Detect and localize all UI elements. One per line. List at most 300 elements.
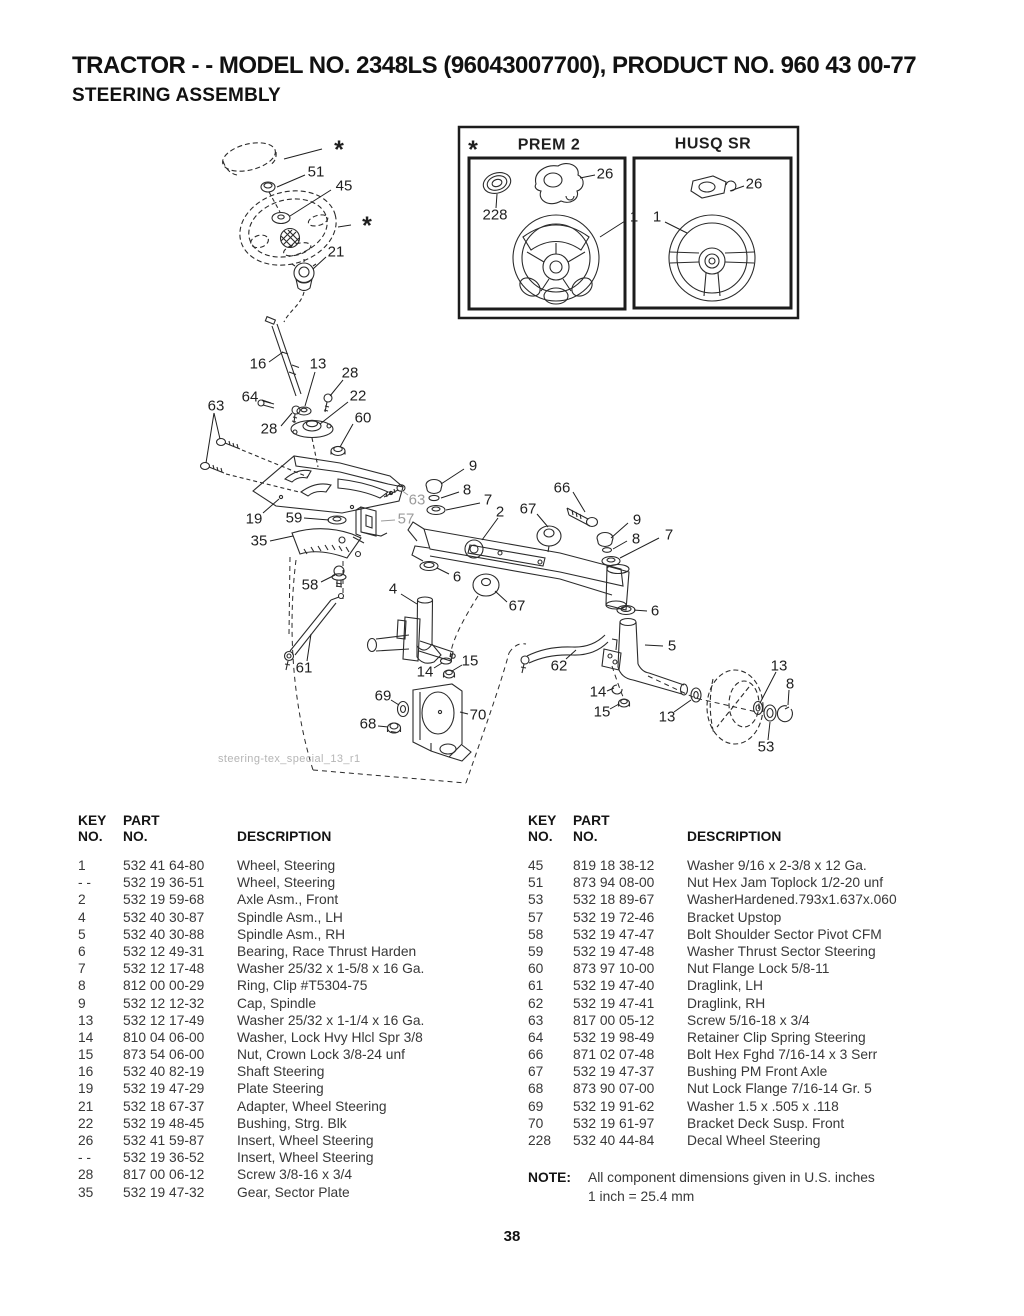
- table-row: [78, 995, 508, 1012]
- parts-table-right: [528, 813, 958, 1149]
- cell-part: 873 94 08-00: [573, 875, 655, 891]
- cell-key: 60: [528, 961, 544, 977]
- callout-7: 7: [664, 526, 674, 544]
- table-row: [528, 909, 958, 926]
- cell-part: 817 00 06-12: [123, 1167, 205, 1183]
- cell-desc: Bracket Deck Susp. Front: [687, 1115, 845, 1131]
- cell-key: 6: [78, 943, 86, 959]
- note-line-1: All component dimensions given in U.S. inches: [588, 1170, 875, 1185]
- cell-part: 532 18 67-37: [123, 1098, 205, 1114]
- table-row: [528, 874, 958, 891]
- diagram-watermark: steering-tex_special_13_r1: [218, 753, 361, 765]
- cell-desc: Draglink, RH: [687, 995, 766, 1011]
- callout-26: 26: [596, 165, 614, 183]
- cell-desc: Nut Flange Lock 5/8-11: [687, 961, 830, 977]
- leader-line: [320, 402, 348, 424]
- cell-key: 68: [528, 1081, 544, 1097]
- leader-line: [206, 413, 214, 463]
- cell-desc: Screw 3/8-16 x 3/4: [237, 1167, 353, 1183]
- leader-line: [270, 536, 293, 541]
- sector-gear-35-part: [292, 529, 364, 558]
- callout-45: 45: [335, 177, 353, 195]
- leader-line: [434, 663, 442, 668]
- cell-key: 62: [528, 995, 544, 1011]
- table-row: [78, 1080, 508, 1097]
- steering-wheel-part: [231, 180, 345, 276]
- cell-key: 4: [78, 909, 86, 925]
- cap9-ring8-washer7-left: [426, 480, 445, 515]
- leader-line: [214, 413, 220, 439]
- callout-69: 69: [374, 687, 392, 705]
- cell-key: 57: [528, 909, 544, 925]
- table-row: [528, 891, 958, 908]
- cell-desc: Adapter, Wheel Steering: [237, 1098, 387, 1114]
- cell-desc: Axle Asm., Front: [237, 892, 339, 908]
- bolt-66-part: [567, 508, 598, 527]
- note-label: NOTE:: [528, 1170, 571, 1185]
- callout-28: 28: [260, 420, 278, 438]
- bolt-58-part: [332, 566, 346, 587]
- leader-line: [573, 492, 585, 512]
- shaft-16-part: [265, 317, 301, 396]
- col-key-no: NO.: [528, 829, 553, 844]
- leader-line: [269, 352, 283, 362]
- callout-70: 70: [469, 706, 487, 724]
- bushing-67-part: [537, 526, 561, 552]
- cell-desc: Cap, Spindle: [237, 995, 317, 1011]
- callout-15: 15: [461, 652, 479, 670]
- cell-part: 819 18 38-12: [573, 858, 655, 873]
- note-line-2: 1 inch = 25.4 mm: [588, 1189, 695, 1204]
- table-row: [528, 1029, 958, 1046]
- decal-228-drawing: [481, 169, 514, 197]
- callout-16: 16: [249, 355, 267, 373]
- cell-part: 532 40 82-19: [123, 1064, 205, 1080]
- cell-desc: Washer Thrust Sector Steering: [687, 943, 876, 959]
- inset-asterisk: *: [468, 136, 478, 164]
- leader-line: [330, 380, 343, 396]
- page-subtitle: STEERING ASSEMBLY: [72, 85, 281, 106]
- cell-key: 15: [78, 1047, 94, 1063]
- cell-part: 532 19 91-62: [573, 1098, 655, 1114]
- cell-key: 63: [528, 1012, 544, 1028]
- cell-desc: Plate Steering: [237, 1081, 324, 1097]
- cell-part: 532 19 47-29: [123, 1081, 205, 1097]
- table-row: [528, 1063, 958, 1080]
- leader-line: [600, 221, 625, 237]
- table-row: [78, 891, 508, 908]
- callout-61: 61: [295, 659, 313, 677]
- pinion-unit-part: [368, 617, 456, 661]
- col-description: DESCRIPTION: [687, 829, 782, 844]
- cell-part: 532 19 72-46: [573, 909, 655, 925]
- cell-desc: Washer 25/32 x 1-5/8 x 16 Ga.: [237, 961, 425, 977]
- callout-60: 60: [354, 409, 372, 427]
- leader-line: [645, 645, 663, 646]
- cell-key: 1: [78, 858, 86, 873]
- cell-part: 532 19 36-52: [123, 1150, 205, 1166]
- table-row: [528, 1046, 958, 1063]
- cell-part: 532 40 30-88: [123, 926, 205, 942]
- leader-line: [768, 722, 770, 740]
- axis-dash-1: [269, 192, 280, 212]
- washer-45-part: [272, 213, 290, 224]
- page-title: TRACTOR - - MODEL NO. 2348LS (96043007700), PRODUCT NO. 960 43 00-77: [72, 52, 917, 79]
- washer14-nut15-left: [441, 658, 455, 678]
- parts-table-left: [78, 813, 508, 1201]
- table-row: [78, 926, 508, 943]
- cell-part: 532 19 47-48: [573, 943, 655, 959]
- cell-desc: Spindle Asm., LH: [237, 909, 343, 925]
- cell-part: 532 19 98-49: [573, 1029, 655, 1045]
- prem2-wheel-drawing: [513, 215, 599, 304]
- washer-13-axle: [691, 688, 701, 702]
- cell-key: 19: [78, 1081, 94, 1097]
- leader-line: [441, 492, 459, 498]
- cell-part: 532 19 47-47: [573, 926, 655, 942]
- cell-part: 532 40 30-87: [123, 909, 205, 925]
- callout-4: 4: [388, 580, 398, 598]
- callout-14: 14: [589, 683, 607, 701]
- leader-line: [613, 541, 627, 549]
- table-row: [528, 960, 958, 977]
- callout-14: 14: [416, 663, 434, 681]
- cell-key: 2: [78, 892, 86, 908]
- cell-key: 70: [528, 1115, 544, 1131]
- leader-line: [437, 568, 449, 574]
- cell-desc: WasherHardened.793x1.637x.060: [687, 892, 897, 908]
- callout-*: *: [362, 212, 372, 240]
- cell-part: 817 00 05-12: [573, 1012, 655, 1028]
- leader-line: [284, 149, 322, 159]
- inset-box: [459, 127, 798, 318]
- cell-key: - -: [78, 1150, 92, 1166]
- cell-key: 35: [78, 1184, 94, 1200]
- callout-19: 19: [245, 510, 263, 528]
- leader-line: [760, 672, 776, 703]
- table-row: [78, 1012, 508, 1029]
- washer-59-part: [328, 516, 346, 524]
- cell-part: 532 12 49-31: [123, 943, 205, 959]
- callout-63: 63: [207, 397, 225, 415]
- cell-desc: Ring, Clip #T5304-75: [237, 978, 368, 994]
- cell-desc: Bearing, Race Thrust Harden: [237, 943, 417, 959]
- callout-53: 53: [757, 738, 775, 756]
- cell-key: 58: [528, 926, 544, 942]
- callout-15: 15: [593, 703, 611, 721]
- cell-desc: Bushing PM Front Axle: [687, 1064, 828, 1080]
- part-shapes: [201, 127, 799, 783]
- clip14-nut15-right: [612, 685, 629, 707]
- page-number: 38: [503, 1228, 521, 1245]
- table-row: [78, 1098, 508, 1115]
- table-row: [78, 1149, 508, 1166]
- table-row: [78, 874, 508, 891]
- leader-line: [277, 175, 305, 187]
- callout-5: 5: [667, 637, 677, 655]
- callout-26: 26: [745, 175, 763, 193]
- cell-part: 532 19 47-32: [123, 1184, 205, 1200]
- cell-desc: Insert, Wheel Steering: [237, 1133, 374, 1148]
- leader-line: [338, 225, 351, 227]
- callout-8: 8: [462, 481, 472, 499]
- cell-part: 532 12 17-49: [123, 1012, 205, 1028]
- callout-6: 6: [452, 568, 462, 586]
- cell-desc: Spindle Asm., RH: [237, 926, 346, 942]
- cell-desc: Bolt Shoulder Sector Pivot CFM: [687, 926, 882, 942]
- callout-51: 51: [307, 163, 325, 181]
- table-row: [528, 1115, 958, 1132]
- adapter-21-part: [292, 259, 316, 291]
- cell-part: 873 54 06-00: [123, 1047, 205, 1063]
- note-text: [588, 1168, 875, 1206]
- cell-desc: Screw 5/16-18 x 3/4: [687, 1012, 810, 1028]
- cell-desc: Insert, Wheel Steering: [237, 1150, 374, 1166]
- axis-dash-2: [284, 292, 304, 322]
- leader-line: [634, 610, 647, 611]
- callout-13: 13: [770, 657, 788, 675]
- cell-part: 532 19 48-45: [123, 1115, 205, 1131]
- cell-part: 532 18 89-67: [573, 892, 655, 908]
- table-row: [528, 857, 958, 874]
- leader-line: [580, 175, 595, 178]
- table-row: [78, 1063, 508, 1080]
- leader-line: [381, 520, 395, 521]
- insert-26-left-drawing: [535, 164, 583, 204]
- callout-9: 9: [632, 511, 642, 529]
- leader-line: [441, 469, 464, 484]
- table-row: [78, 960, 508, 977]
- leader-line: [665, 222, 687, 233]
- cell-desc: Bolt Hex Fghd 7/16-14 x 3 Serr: [687, 1047, 878, 1063]
- leader-line: [391, 700, 399, 705]
- callout-58: 58: [301, 576, 319, 594]
- cell-part: 532 19 47-37: [573, 1064, 655, 1080]
- cell-key: 66: [528, 1047, 544, 1063]
- leader-line: [674, 700, 691, 712]
- table-row: [78, 1166, 508, 1183]
- inset-title-husqsr: HUSQ SR: [674, 135, 752, 153]
- bushing-67-front-axle: [473, 574, 499, 596]
- table-row: [78, 1184, 508, 1201]
- cell-desc: Washer, Lock Hvy Hlcl Spr 3/8: [237, 1029, 423, 1045]
- bearing-6-left: [420, 562, 438, 571]
- callout-66: 66: [553, 479, 571, 497]
- bracket-70-part: [413, 684, 471, 761]
- callout-68: 68: [359, 715, 377, 733]
- callout-7: 7: [483, 491, 493, 509]
- callout-22: 22: [349, 387, 367, 405]
- note-block: [528, 1168, 968, 1206]
- leader-line: [537, 514, 548, 527]
- parts-rows-left: [78, 857, 508, 1201]
- cell-key: 8: [78, 978, 86, 994]
- cell-part: 532 19 59-68: [123, 892, 205, 908]
- leader-line: [611, 523, 628, 538]
- cell-key: 16: [78, 1064, 94, 1080]
- callout-228: 228: [482, 206, 508, 224]
- cell-desc: Nut, Crown Lock 3/8-24 unf: [237, 1047, 405, 1063]
- table-row: [528, 995, 958, 1012]
- cell-part: 532 19 47-40: [573, 978, 655, 994]
- cell-desc: Bracket Upstop: [687, 909, 782, 925]
- callout-57: 57: [397, 510, 415, 528]
- cell-part: 532 19 47-41: [573, 995, 655, 1011]
- screws-63-parts: [201, 439, 309, 493]
- cell-key: 14: [78, 1029, 94, 1045]
- cell-part: 532 41 64-80: [123, 858, 205, 873]
- leader-line: [482, 518, 498, 540]
- nut-68-part: [388, 723, 401, 733]
- cell-desc: Retainer Clip Spring Steering: [687, 1029, 866, 1045]
- plate-19-part: [253, 456, 403, 513]
- cell-desc: Gear, Sector Plate: [237, 1184, 350, 1200]
- cell-desc: Washer 25/32 x 1-1/4 x 16 Ga.: [237, 1012, 425, 1028]
- spindle-4-part: [417, 597, 441, 663]
- callout-9: 9: [468, 457, 478, 475]
- callout-67: 67: [508, 597, 526, 615]
- cap-part: [220, 138, 279, 176]
- leader-line: [452, 665, 462, 671]
- table-row: [528, 977, 958, 994]
- cell-key: 45: [528, 858, 544, 873]
- cell-desc: Nut Hex Jam Toplock 1/2-20 unf: [687, 875, 884, 891]
- callout-63: 63: [408, 491, 426, 509]
- cell-key: 26: [78, 1133, 94, 1148]
- cell-part: 532 12 12-32: [123, 995, 205, 1011]
- inset-title-prem2: PREM 2: [517, 136, 581, 154]
- table-row: [528, 943, 958, 960]
- table-header: [528, 813, 958, 845]
- cell-key: 59: [528, 943, 544, 959]
- cell-part: 532 19 61-97: [573, 1115, 655, 1131]
- draglink-61-part: [285, 594, 344, 671]
- cell-key: 69: [528, 1098, 544, 1114]
- col-key: KEY: [528, 813, 557, 828]
- cell-key: 21: [78, 1098, 94, 1114]
- callout-21: 21: [327, 243, 345, 261]
- leader-line: [378, 726, 388, 727]
- callout-13: 13: [309, 355, 327, 373]
- cell-key: 53: [528, 892, 544, 908]
- cell-desc: Wheel, Steering: [237, 875, 336, 891]
- table-row: [78, 1046, 508, 1063]
- col-part-no: NO.: [123, 829, 148, 844]
- leader-line: [304, 518, 329, 520]
- leader-line: [460, 712, 468, 714]
- table-row: [528, 1132, 958, 1149]
- table-row: [78, 1029, 508, 1046]
- cell-part: 810 04 06-00: [123, 1029, 205, 1045]
- washer-69-part: [398, 702, 409, 717]
- cell-part: 532 12 17-48: [123, 961, 205, 977]
- callout-13: 13: [658, 708, 676, 726]
- leader-line: [313, 257, 326, 269]
- cell-part: 812 00 00-29: [123, 978, 205, 994]
- cell-key: 7: [78, 961, 86, 977]
- cell-key: 67: [528, 1064, 544, 1080]
- cell-key: 13: [78, 1012, 94, 1028]
- table-row: [78, 1115, 508, 1132]
- cell-desc: Decal Wheel Steering: [687, 1133, 821, 1148]
- col-part: PART: [573, 813, 610, 828]
- cell-key: 5: [78, 926, 86, 942]
- cell-key: 228: [528, 1133, 552, 1148]
- cell-key: 28: [78, 1167, 94, 1183]
- cell-key: 64: [528, 1029, 544, 1045]
- leader-line: [610, 704, 619, 709]
- insert-26-right-drawing: [691, 176, 736, 198]
- cell-part: 532 19 36-51: [123, 875, 205, 891]
- callout-6: 6: [650, 602, 660, 620]
- table-row: [78, 1132, 508, 1149]
- cell-desc: Washer 9/16 x 2-3/8 x 12 Ga.: [687, 858, 867, 873]
- callout-1: 1: [652, 208, 662, 226]
- callout-8: 8: [785, 675, 795, 693]
- cell-desc: Nut Lock Flange 7/16-14 Gr. 5: [687, 1081, 872, 1097]
- cell-part: 873 90 07-00: [573, 1081, 655, 1097]
- col-part: PART: [123, 813, 160, 828]
- cell-key: 9: [78, 995, 86, 1011]
- callout-62: 62: [550, 657, 568, 675]
- cell-part: 532 40 44-84: [573, 1133, 655, 1148]
- col-part-no: NO.: [573, 829, 598, 844]
- col-description: DESCRIPTION: [237, 829, 332, 844]
- leader-line: [281, 413, 292, 426]
- wheel-hub-part: [281, 229, 300, 248]
- leader-line: [305, 372, 315, 406]
- cell-key: - -: [78, 875, 92, 891]
- cap9-ring8-washer7-right: [597, 533, 620, 566]
- table-row: [528, 1098, 958, 1115]
- cell-part: 871 02 07-48: [573, 1047, 655, 1063]
- col-key: KEY: [78, 813, 107, 828]
- table-row: [528, 1080, 958, 1097]
- leader-line: [340, 424, 353, 447]
- col-key-no: NO.: [78, 829, 103, 844]
- cell-part: 532 41 59-87: [123, 1133, 205, 1148]
- leader-line: [401, 490, 408, 495]
- table-header: [78, 813, 508, 845]
- cell-desc: Draglink, LH: [687, 978, 763, 994]
- leader-line: [607, 688, 614, 691]
- table-row: [528, 1012, 958, 1029]
- callout-2: 2: [495, 503, 505, 521]
- callout-67: 67: [519, 500, 537, 518]
- parts-rows-right: [528, 857, 958, 1149]
- leader-line: [446, 503, 480, 510]
- nut-51-part: [261, 182, 275, 192]
- husq-wheel-drawing: [669, 215, 755, 301]
- cell-desc: Washer 1.5 x .505 x .118: [687, 1098, 839, 1114]
- callout-8: 8: [631, 530, 641, 548]
- cell-desc: Wheel, Steering: [237, 858, 336, 873]
- bracket-57-part: [356, 507, 387, 536]
- callout-1: 1: [629, 208, 639, 226]
- table-row: [78, 977, 508, 994]
- cell-desc: Shaft Steering: [237, 1064, 325, 1080]
- leader-line: [730, 186, 744, 191]
- spindle-5-part: [602, 619, 688, 696]
- leader-line: [495, 591, 507, 602]
- leader-line: [401, 594, 417, 604]
- table-row: [528, 926, 958, 943]
- callout-*: *: [334, 136, 344, 164]
- cell-desc: Bushing, Strg. Blk: [237, 1115, 347, 1131]
- table-row: [78, 909, 508, 926]
- table-row: [78, 857, 508, 874]
- cell-key: 61: [528, 978, 544, 994]
